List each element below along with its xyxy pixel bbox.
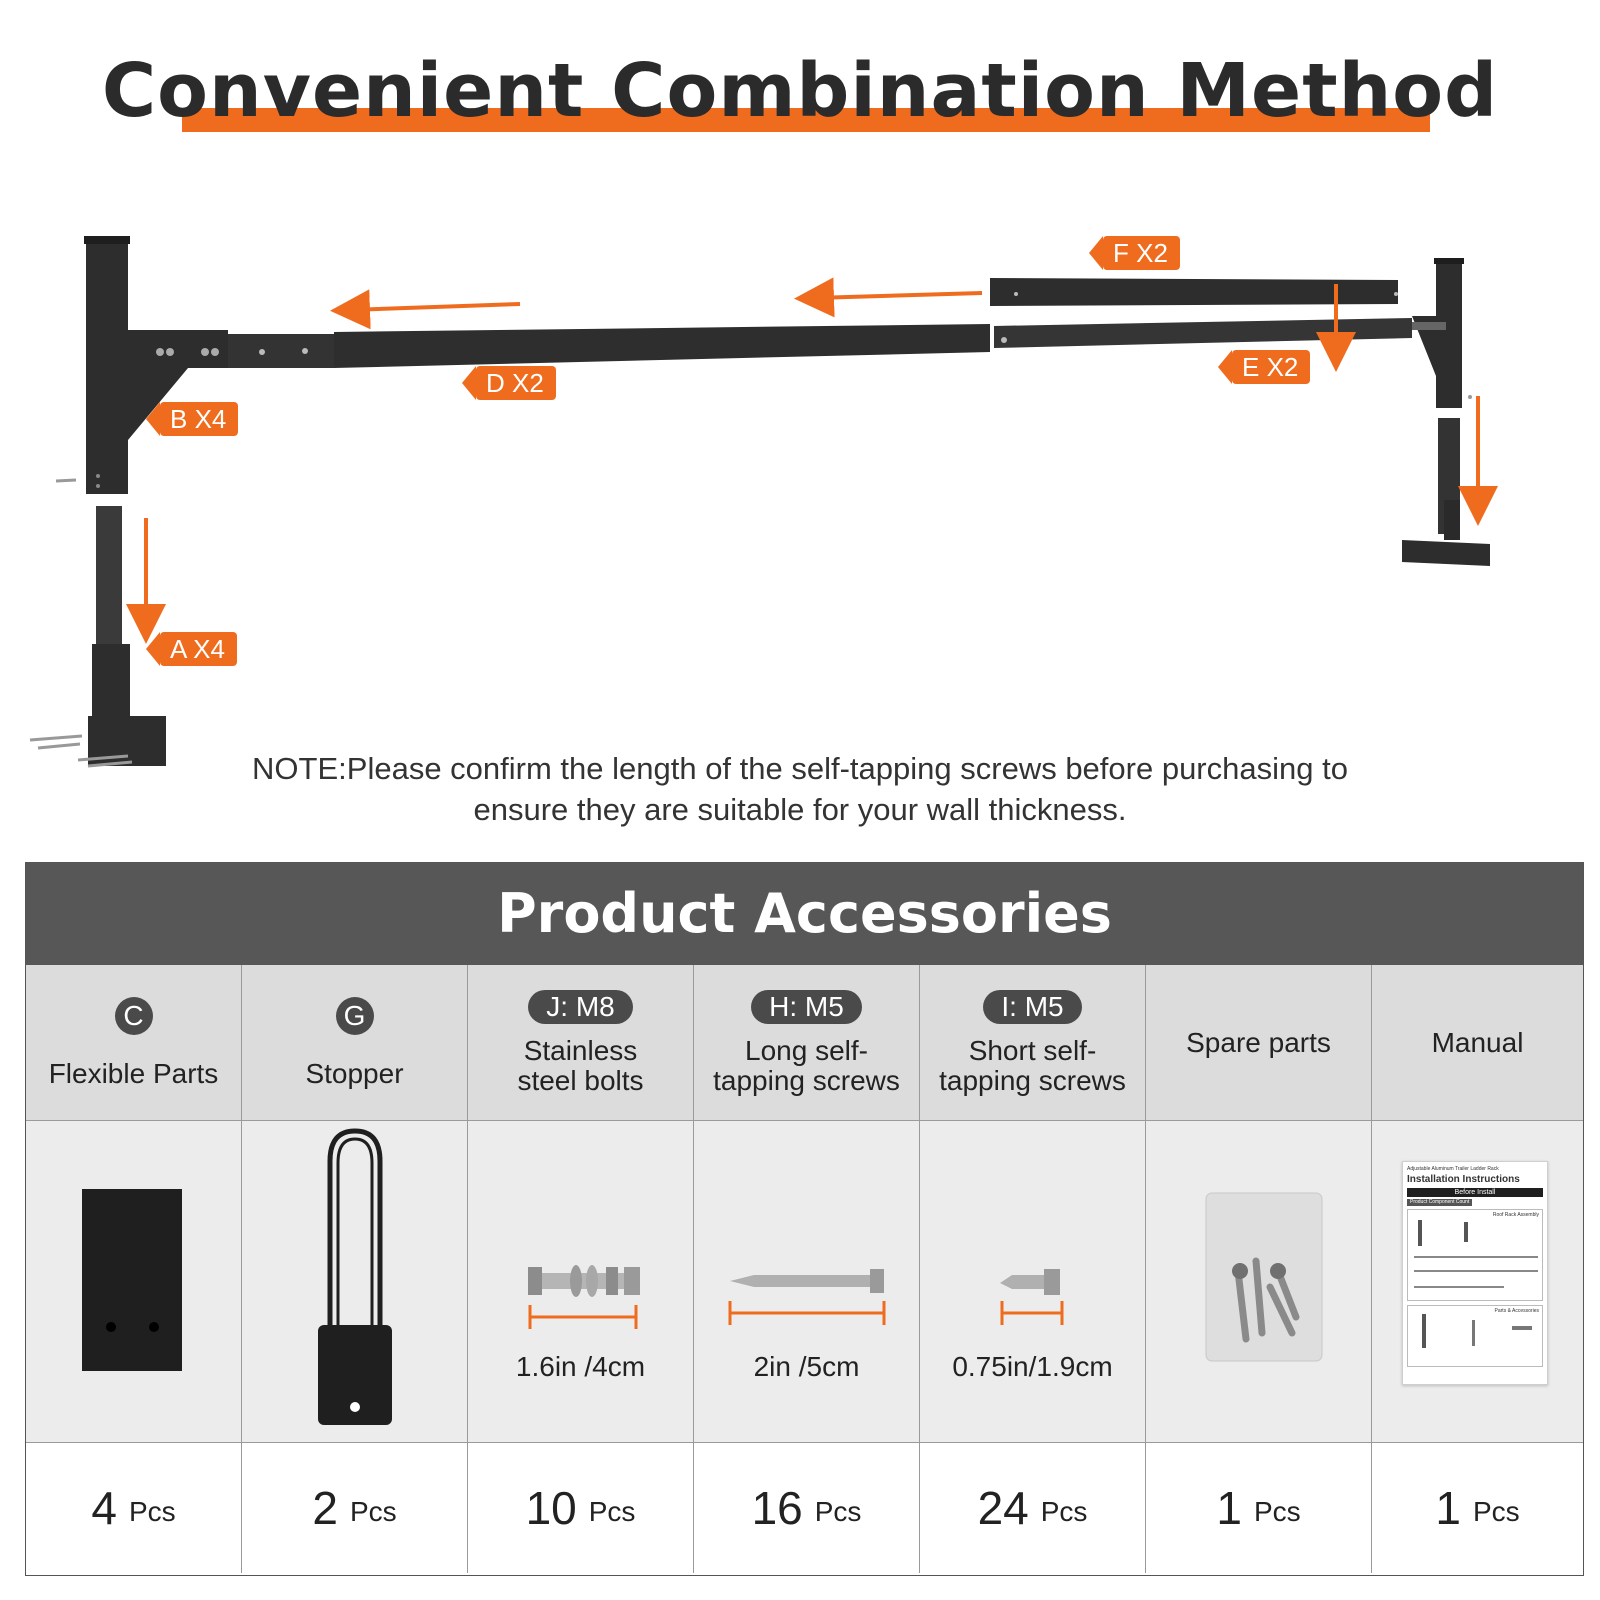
qty-unit: Pcs (349, 1496, 397, 1527)
left-upright (84, 236, 228, 494)
label-cell (242, 965, 468, 1121)
quantity-row (26, 1443, 1583, 1573)
qty-cell (694, 1443, 920, 1573)
qty-cell (920, 1443, 1146, 1573)
short-screw-image (920, 1121, 1146, 1443)
assembly-diagram (0, 200, 1600, 820)
manual-title: Installation Instructions (1407, 1174, 1520, 1185)
label-cell (920, 965, 1146, 1121)
item-name: Stainless steel bolts (517, 1034, 644, 1096)
qty-number: 1 (1216, 1482, 1242, 1534)
label-a: A X4 (160, 632, 237, 666)
image-row (26, 1121, 1583, 1443)
badge: H: M5 (751, 990, 862, 1024)
item-name: Flexible Parts (48, 1057, 219, 1089)
bolt-icon (468, 1121, 694, 1443)
stopper-icon (242, 1121, 468, 1443)
stopper-image (242, 1121, 468, 1443)
crossbar-d (228, 324, 990, 368)
manual-image (1372, 1121, 1583, 1443)
manual-band: Before Install (1407, 1188, 1543, 1197)
qty-number: 24 (977, 1482, 1029, 1534)
label-e: E X2 (1232, 350, 1310, 384)
short-screw-length: 0.75in/1.9cm (952, 1351, 1113, 1382)
rack-illustration (0, 200, 1600, 820)
manual-section-3: Parts & Accessories (1494, 1308, 1539, 1314)
qty-unit: Pcs (1040, 1496, 1088, 1527)
crossbar-e (994, 318, 1412, 348)
item-name: Short self-tapping screws (939, 1034, 1126, 1096)
note-text: NOTE:Please confirm the length of the self-tapping screws before purchasing to ensure they are suitable for your wall thickness. (252, 751, 1348, 827)
page-title: Convenient Combination Method (101, 48, 1499, 134)
long-screw-icon (694, 1121, 920, 1443)
spare-parts-bag-icon (1146, 1121, 1372, 1443)
long-screw-image (694, 1121, 920, 1443)
item-name: Spare parts (1186, 1026, 1331, 1058)
item-name: Stopper (305, 1057, 404, 1089)
label-f: F X2 (1103, 236, 1180, 270)
label-d: D X2 (476, 366, 556, 400)
qty-number: 1 (1435, 1482, 1461, 1534)
badge: G (336, 997, 374, 1035)
qty-cell (26, 1443, 242, 1573)
manual-small-title: Adjustable Aluminum Trailer Ladder Rack (1407, 1166, 1499, 1172)
label-cell (1146, 965, 1372, 1121)
manual-section-2: Roof Rack Assembly (1492, 1212, 1539, 1218)
manual-diagram-1 (1407, 1209, 1543, 1301)
spare-parts-image (1146, 1121, 1372, 1443)
title-area (0, 50, 1600, 140)
label-cell (26, 965, 242, 1121)
bolt-image (468, 1121, 694, 1443)
arrow-left-2 (814, 293, 982, 298)
label-b: B X4 (160, 402, 238, 436)
qty-cell (468, 1443, 694, 1573)
qty-cell (1146, 1443, 1372, 1573)
manual-section-1: Product Component Count (1407, 1199, 1472, 1206)
qty-unit: Pcs (814, 1496, 862, 1527)
label-cell (1372, 965, 1583, 1121)
label-cell (468, 965, 694, 1121)
qty-unit: Pcs (1253, 1496, 1301, 1527)
bolt-length: 1.6in /4cm (515, 1351, 646, 1382)
item-name: Manual (1431, 1026, 1524, 1058)
manual-preview (1402, 1161, 1548, 1385)
accessories-table (25, 862, 1584, 1576)
qty-cell (242, 1443, 468, 1573)
qty-number: 4 (91, 1482, 117, 1534)
accessories-heading: Product Accessories (26, 863, 1583, 965)
label-cell (694, 965, 920, 1121)
qty-number: 16 (751, 1482, 803, 1534)
qty-number: 10 (525, 1482, 577, 1534)
short-screw-icon (920, 1121, 1146, 1443)
flexible-part-image (26, 1121, 242, 1443)
arrow-left-1 (350, 304, 520, 310)
item-name: Long self-tapping screws (713, 1034, 900, 1096)
badge: C (115, 997, 153, 1035)
flexible-part-icon (26, 1121, 242, 1443)
badge: I: M5 (983, 990, 1081, 1024)
qty-unit: Pcs (128, 1496, 176, 1527)
long-screw-length: 2in /5cm (753, 1351, 860, 1382)
badge: J: M8 (528, 990, 632, 1024)
qty-cell (1372, 1443, 1583, 1573)
qty-unit: Pcs (588, 1496, 636, 1527)
qty-number: 2 (312, 1482, 338, 1534)
qty-unit: Pcs (1472, 1496, 1520, 1527)
label-row (26, 965, 1583, 1121)
manual-diagram-2 (1407, 1305, 1543, 1367)
